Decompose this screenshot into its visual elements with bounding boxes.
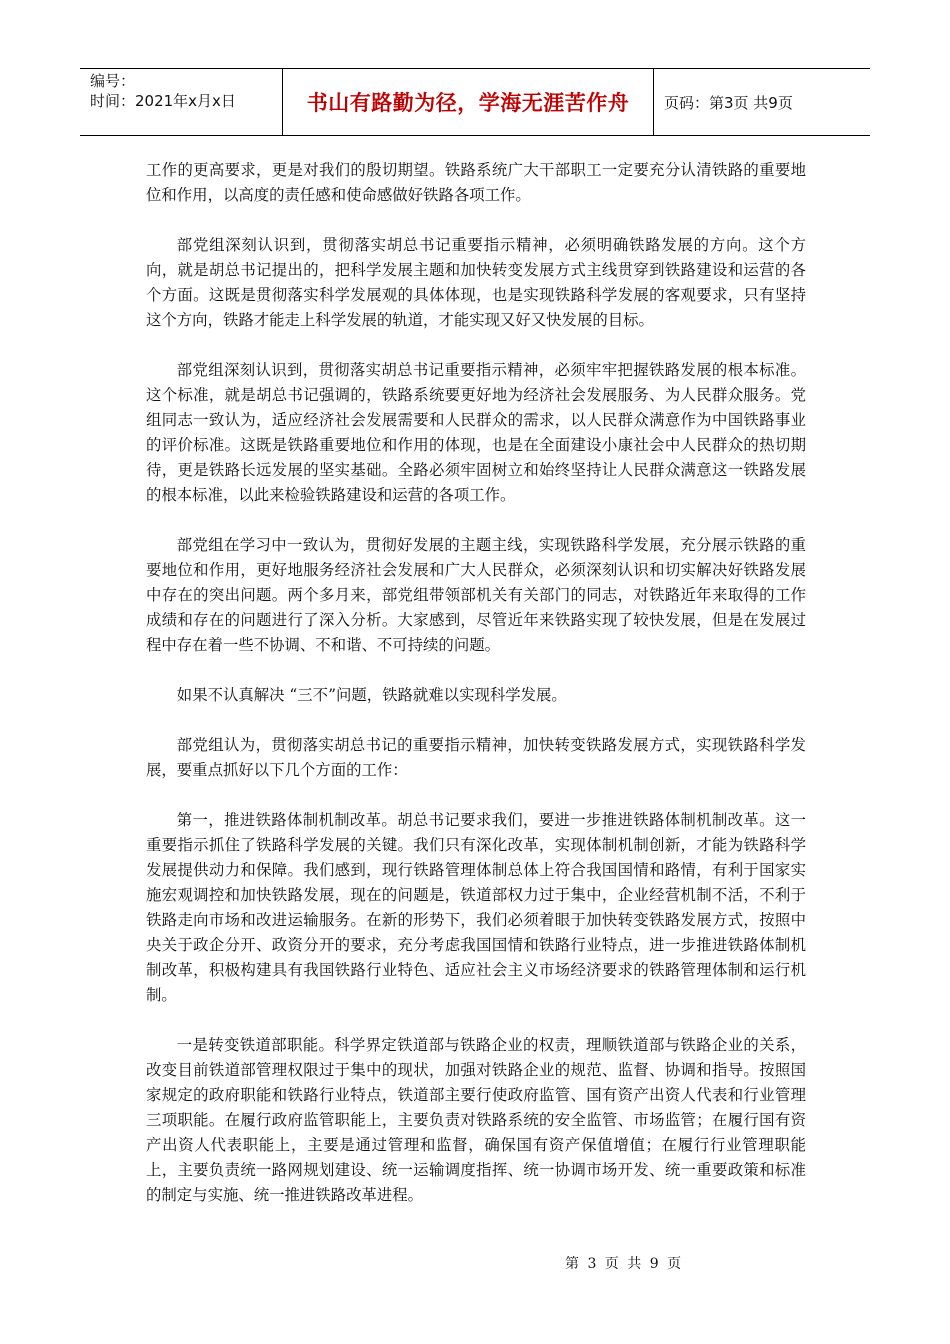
page-footer: 第 3 页 共 9 页 <box>565 1256 684 1272</box>
header-motto: 书山有路勤为径，学海无涯苦作舟 <box>282 69 654 135</box>
document-time-label: 时间：2021年x月x日 <box>90 92 236 110</box>
body-paragraph: 部党组认为，贯彻落实胡总书记的重要指示精神，加快转变铁路发展方式，实现铁路科学发展，要重点抓好以下几个方面的工作： <box>146 736 806 779</box>
document-header <box>80 68 870 136</box>
body-paragraph: 部党组深刻认识到，贯彻落实胡总书记重要指示精神，必须明确铁路发展的方向。这个方向，就是胡总书记提出的，把科学发展主题和加快转变发展方式主线贯穿到铁路建设和运营的各个方面。这既是贯彻落实科学发展观的具体体现，也是实现铁路科学发展的客观要求，只有坚持这个方向，铁路才能走上科学发展的轨道，才能实现又好又快发展的目标。 <box>146 236 806 329</box>
header-page-info: 页码：第3页 共9页 <box>664 93 793 112</box>
header-meta <box>80 69 282 135</box>
document-number-label: 编号： <box>90 72 136 90</box>
body-paragraph: 工作的更高要求，更是对我们的殷切期望。铁路系统广大干部职工一定要充分认清铁路的重要地位和作用，以高度的责任感和使命感做好铁路各项工作。 <box>146 161 806 204</box>
body-paragraph: 如果不认真解决 “三不”问题，铁路就难以实现科学发展。 <box>176 686 567 704</box>
document-body <box>146 158 806 1233</box>
body-paragraph: 第一，推进铁路体制机制改革。胡总书记要求我们，要进一步推进铁路体制机制改革。这一重要指示抓住了铁路科学发展的关键。我们只有深化改革，实现体制机制创新，才能为铁路科学发展提供动力和保障。我们感到，现行铁路管理体制总体上符合我国国情和路情，有利于国家实施宏观调控和加快铁路发展，现在的问题是，铁道部权力过于集中，企业经营机制不活，不利于铁路走向市场和改进运输服务。在新的形势下，我们必须着眼于加快转变铁路发展方式，按照中央关于政企分开、政资分开的要求，充分考虑我国国情和铁路行业特点，进一步推进铁路体制机制改革，积极构建具有我国铁路行业特色、适应社会主义市场经济要求的铁路管理体制和运行机制。 <box>146 811 806 1004</box>
body-paragraph: 部党组深刻认识到，贯彻落实胡总书记重要指示精神，必须牢牢把握铁路发展的根本标准。这个标准，就是胡总书记强调的，铁路系统要更好地为经济社会发展服务、为人民群众服务。党组同志一致认为，适应经济社会发展需要和人民群众的需求，以人民群众满意作为中国铁路事业的评价标准。这既是铁路重要地位和作用的体现，也是在全面建设小康社会中人民群众的热切期待，更是铁路长远发展的坚实基础。全路必须牢固树立和始终坚持让人民群众满意这一铁路发展的根本标准，以此来检验铁路建设和运营的各项工作。 <box>146 361 806 504</box>
body-paragraph: 部党组在学习中一致认为，贯彻好发展的主题主线，实现铁路科学发展，充分展示铁路的重要地位和作用，更好地服务经济社会发展和广大人民群众，必须深刻认识和切实解决好铁路发展中存在的突出问题。两个多月来，部党组带领部机关有关部门的同志，对铁路近年来取得的工作成绩和存在的问题进行了深入分析。大家感到，尽管近年来铁路实现了较快发展，但是在发展过程中存在着一些不协调、不和谐、不可持续的问题。 <box>146 536 806 654</box>
body-paragraph: 一是转变铁道部职能。科学界定铁道部与铁路企业的权责，理顺铁道部与铁路企业的关系，改变目前铁道部管理权限过于集中的现状，加强对铁路企业的规范、监督、协调和指导。按照国家规定的政府职能和铁路行业特点，铁道部主要行使政府监管、国有资产出资人代表和行业管理三项职能。在履行政府监管职能上，主要负责对铁路系统的安全监管、市场监管；在履行国有资产出资人代表职能上，主要是通过管理和监督，确保国有资产保值增值；在履行行业管理职能上，主要负责统一路网规划建设、统一运输调度指挥、统一协调市场开发、统一重要政策和标准的制定与实施、统一推进铁路改革进程。 <box>146 1036 806 1204</box>
